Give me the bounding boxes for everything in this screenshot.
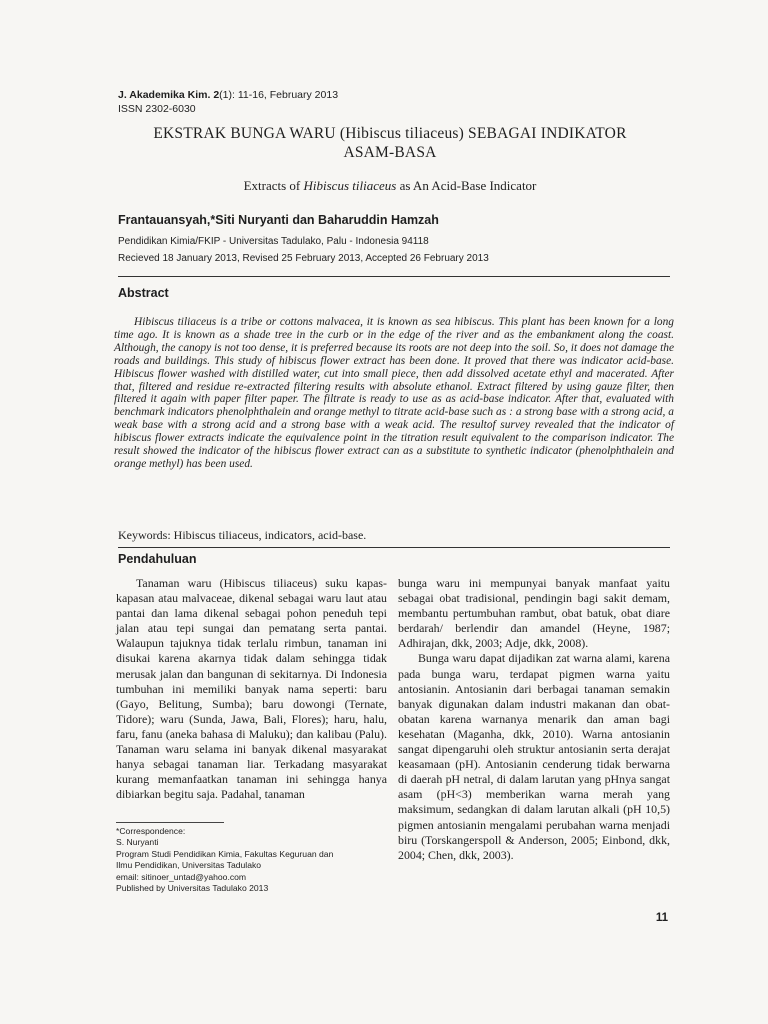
journal-citation xyxy=(118,88,338,116)
footnote-email: email: sitinoer_untad@yahoo.com xyxy=(116,871,247,882)
footnote-line: *Correspondence: xyxy=(116,826,186,836)
footnote-line: Program Studi Pendidikan Kimia, Fakultas Keguruan dan xyxy=(116,848,334,859)
subtitle-pre: Extracts of xyxy=(243,178,304,193)
subtitle-species: Hibiscus tiliaceus xyxy=(303,178,397,193)
section-heading-pendahuluan: Pendahuluan xyxy=(118,552,197,566)
paper-title-line2: ASAM-BASA xyxy=(343,144,437,161)
paper-subtitle xyxy=(110,178,670,194)
footnote-divider xyxy=(116,822,224,823)
body-column-right xyxy=(398,576,670,863)
page-number: 11 xyxy=(655,912,668,924)
correspondence-footnote xyxy=(116,826,396,894)
footnote-line: Published by Universitas Tadulako 2013 xyxy=(116,883,269,894)
abstract-heading: Abstract xyxy=(118,286,169,300)
intro-paragraph-1: Tanaman waru (Hibiscus tiliaceus) suku kapas-kapasan atau malvaceae, dikenal sebagai waru laut atau pantai dan lama dikenal sebagai pohon peneduh tepi jalan atau tepi sungai dan pematang serta pantai. Walaupun tajuknya tidak terlalu rimbun, tanaman ini disukai karena akarnya tidak dalam sehingga tidak merusak jalan dan bangunan di sekitarnya. Di Indonesia tumbuhan ini memiliki banyak nama seperti: baru (Gayo, Belitung, Sumba); baru dowongi (Ternate, Tidore); waru (Sunda, Jawa, Bali, Flores); haru, halu, faru, fanu (aneka bahasa di Maluku); dan kalibau (Palu). Tanaman waru selama ini banyak dikenal masyarakat hanya sebagai tanaman liar. Terkadang masyarakat kurang memanfaatkan tanaman ini sehingga hanya dibiarkan begitu saja. Padahal, tanaman xyxy=(116,576,387,802)
footnote-line: Ilmu Pendidikan, Universitas Tadulako xyxy=(116,860,262,871)
abstract-text: Hibiscus tiliaceus is a tribe or cottons malvacea, it is known as sea hibiscus. This plant has been known for a long time ago. It is known as a shade tree in the curb or in the edge of the river and as the embankment along the coast. Although, the canopy is not too dense, it is preferred because its roots are not deep into the soil. So, it does not damage the roads and buildings. This study of hibiscus flower extract has been done. It proved that there was indicator acid-base. Hibiscus flower washed with distilled water, cut into small piece, then add dissolved acetate ethyl and macerated. After that, filtered and residue re-extracted filtering results with absolute ethanol. Extract filtered by using gauze filter, then filtered it again with paper filter paper. The filtrate is ready to use as as acid-base indicator. After that, evaluated with benchmark indicators phenolphthalein and orange methyl to titrate acid-base such as : a strong base with a strong acid, a weak base with a strong acid and a strong base with a weak acid. The resultof survey revealed that the indicator of hibiscus flower extracts indicate the equivalence point in the titration result equivalent to the comparison indicator. The result showed the indicator of the hibiscus flower extract can as a substitute to synthetic indicator (phenolphthalein and orange methyl) has been used. xyxy=(114,316,674,470)
journal-reference xyxy=(118,88,338,102)
intro-paragraph-2: Bunga waru dapat dijadikan zat warna alami, karena pada bunga waru, terdapat pigmen warna yaitu antosianin. Antosianin dari berbagai tanaman semakin banyak digunakan dalam industri makanan dan obat-obatan karena warnanya menarik dan aman bagi kesehatan (Maganha, dkk, 2010). Warna antosianin sangat dipengaruhi oleh struktur antosianin serta derajat keasamaan (pH). Antosianin cenderung tidak berwarna di daerah pH netral, di dalam larutan yang pHnya sangat asam (pH<3) memberikan warna merah yang maksimum, sedangkan di dalam larutan alkali (pH 10,5) pigmen antosianin mengalami perubahan warna menjadi biru (Torskangerspoll & Anderson, 2005; Einbond, dkk, 2004; Chen, dkk, 2003). xyxy=(398,651,670,862)
keywords: Keywords: Hibiscus tiliaceus, indicators, acid-base. xyxy=(118,528,367,542)
body-column-left xyxy=(116,576,387,802)
journal-details: (1): 11-16, February 2013 xyxy=(219,89,339,101)
journal-name: J. Akademika Kim. xyxy=(118,89,211,101)
intro-paragraph-1-continued: bunga waru ini mempunyai banyak manfaat yaitu sebagai obat tradisional, pendingin bagi sakit demam, membantu pertumbuhan rambut, obat batuk, obat diare berdarah/ berlendir dan amandel (Heyne, 1987; Adhirajan, dkk, 2003; Adje, dkk, 2008). xyxy=(398,576,670,651)
submission-dates: Recieved 18 January 2013, Revised 25 February 2013, Accepted 26 February 2013 xyxy=(118,253,489,264)
paper-title-line1: EKSTRAK BUNGA WARU (Hibiscus tiliaceus) SEBAGAI INDIKATOR xyxy=(153,125,627,142)
keywords-divider xyxy=(118,547,670,548)
author-affiliation: Pendidikan Kimia/FKIP - Universitas Tadulako, Palu - Indonesia 94118 xyxy=(118,236,429,247)
journal-volume: 2 xyxy=(213,89,220,101)
header-divider xyxy=(118,276,670,277)
author-list: Frantauansyah,*Siti Nuryanti dan Baharuddin Hamzah xyxy=(118,213,439,227)
subtitle-post: as An Acid-Base Indicator xyxy=(396,178,537,193)
paper-title xyxy=(110,124,670,162)
journal-issn: ISSN 2302-6030 xyxy=(118,103,196,115)
footnote-line: S. Nuryanti xyxy=(116,837,159,848)
